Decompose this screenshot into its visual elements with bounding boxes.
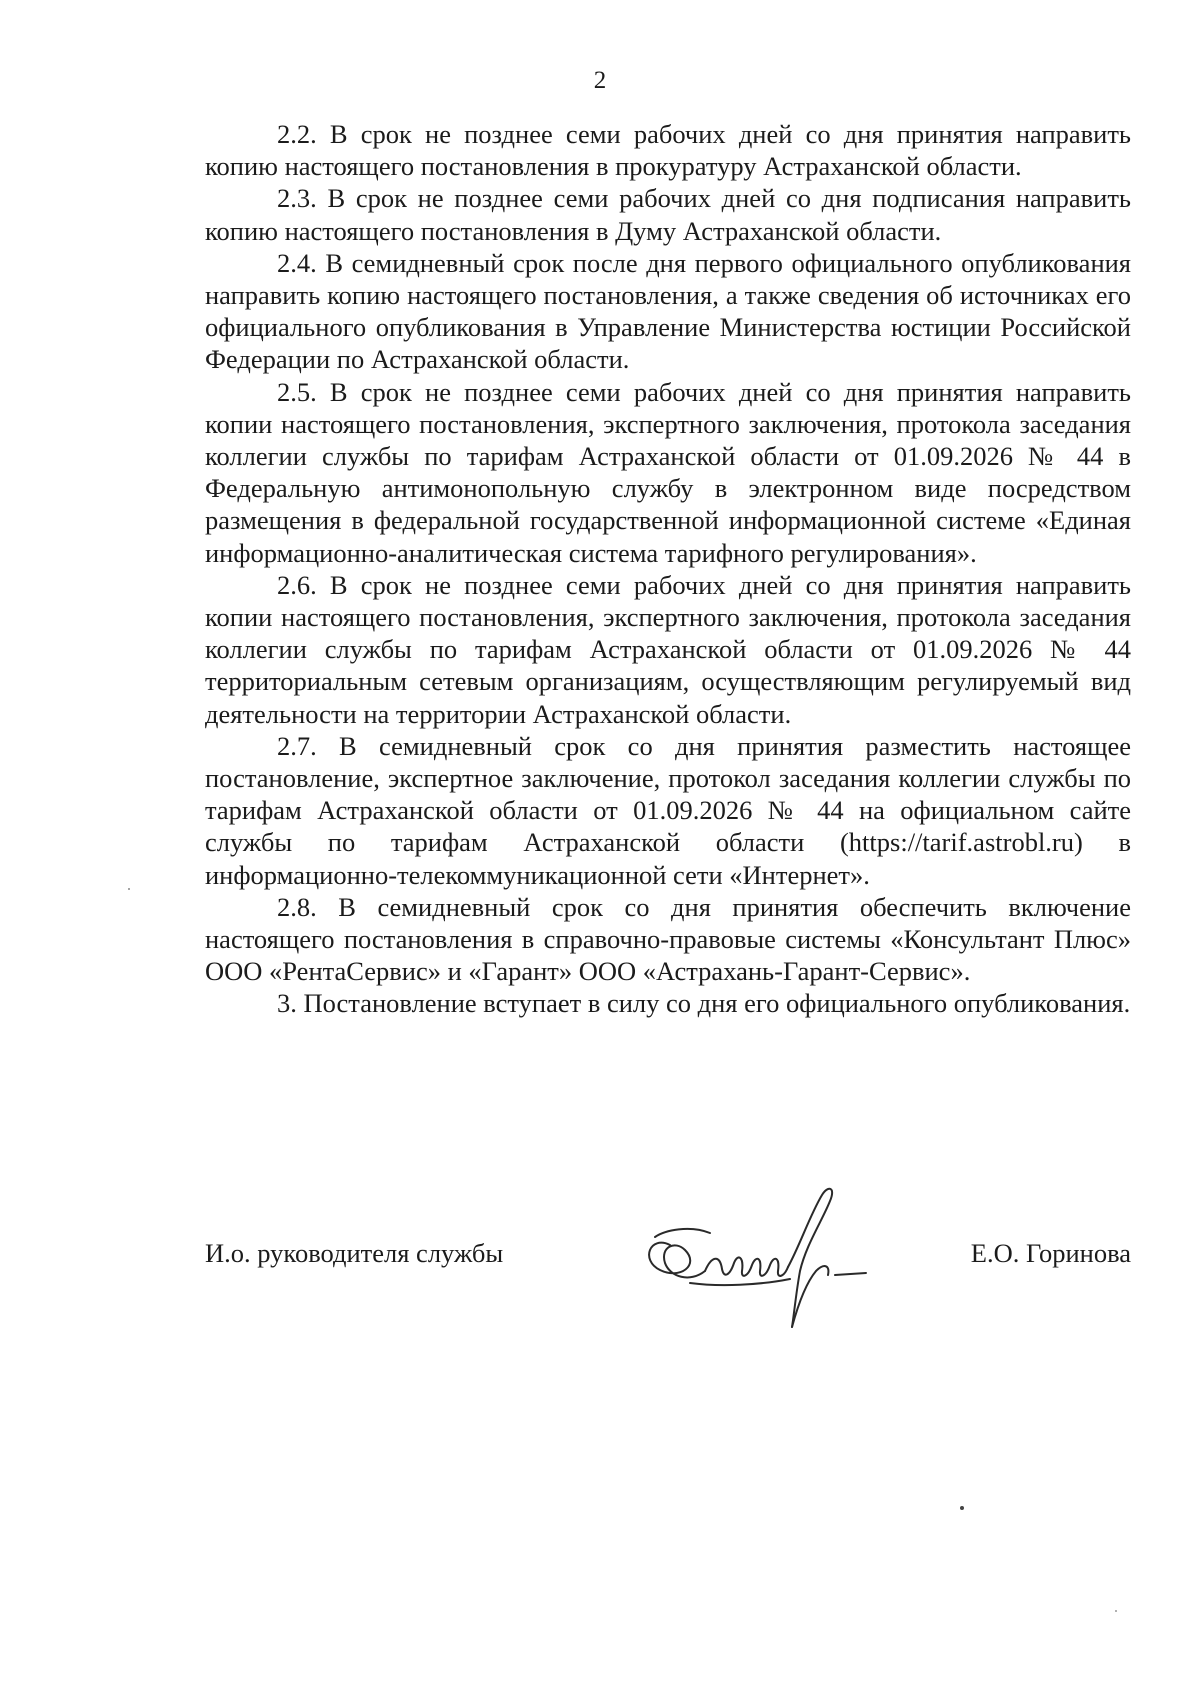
paragraph-3: 3. Постановление вступает в силу со дня его официального опубликования. [277,988,1131,1019]
handwritten-signature [630,1175,890,1335]
signatory-name: Е.О. Горинова [970,1238,1131,1268]
paragraph-2-4: 2.4. В семидневный срок после дня первого официального опубликования направить копию настоящего постановления, а также сведения об источниках его официального опубликования в Управление Министерства юстиции Российской Федерации по Астраханской области. [205,247,1131,375]
paragraph-2-6: 2.6. В срок не позднее семи рабочих дней со дня принятия направить копии настоящего постановления, экспертного заключения, протокола заседания коллегии службы по тарифам Астраханской области от 01.09.2026 № 44 территориальным сетевым организациям, осуществляющим регулируемый вид деятельности на территории Астраханской области. [205,569,1131,729]
paragraph-2-3: 2.3. В срок не позднее семи рабочих дней со дня подписания направить копию настоящего постановления в Думу Астраханской области. [205,183,1131,246]
paragraph-2-5: 2.5. В срок не позднее семи рабочих дней со дня принятия направить копии настоящего постановления, экспертного заключения, протокола заседания коллегии службы по тарифам Астраханской области от 01.09.2026 № 44 в Федеральную антимонопольную службу в электронном виде посредством размещения в федеральной государственной информационной системе «Единая информационно-аналитическая система тарифного регулирования». [205,376,1131,568]
paragraph-2-8: 2.8. В семидневный срок со дня принятия обеспечить включение настоящего постановления в справочно-правовые системы «Консультант Плюс» ООО «РентаСервис» и «Гарант» ООО «Астрахань-Гарант-Сервис». [205,891,1131,987]
scan-speck [960,1506,964,1510]
paragraph-2-7: 2.7. В семидневный срок со дня принятия разместить настоящее постановление, экспертное заключение, протокол заседания коллегии службы по тарифам Астраханской области от 01.09.2026 № 44 на официальном сайте службы по тарифам Астраханской области (https://tarif.astrobl.ru) в информационно-телекоммуникационной сети «Интернет». [205,730,1131,890]
signatory-title: И.о. руководителя службы [205,1238,504,1268]
scan-speck [1115,1610,1117,1612]
page-number: 2 [593,67,607,94]
signature-block [205,1225,1131,1285]
paragraph-2-2: 2.2. В срок не позднее семи рабочих дней со дня принятия направить копию настоящего постановления в прокуратуру Астраханской области. [205,119,1131,182]
scan-speck [128,888,130,890]
document-body [205,118,1131,1020]
